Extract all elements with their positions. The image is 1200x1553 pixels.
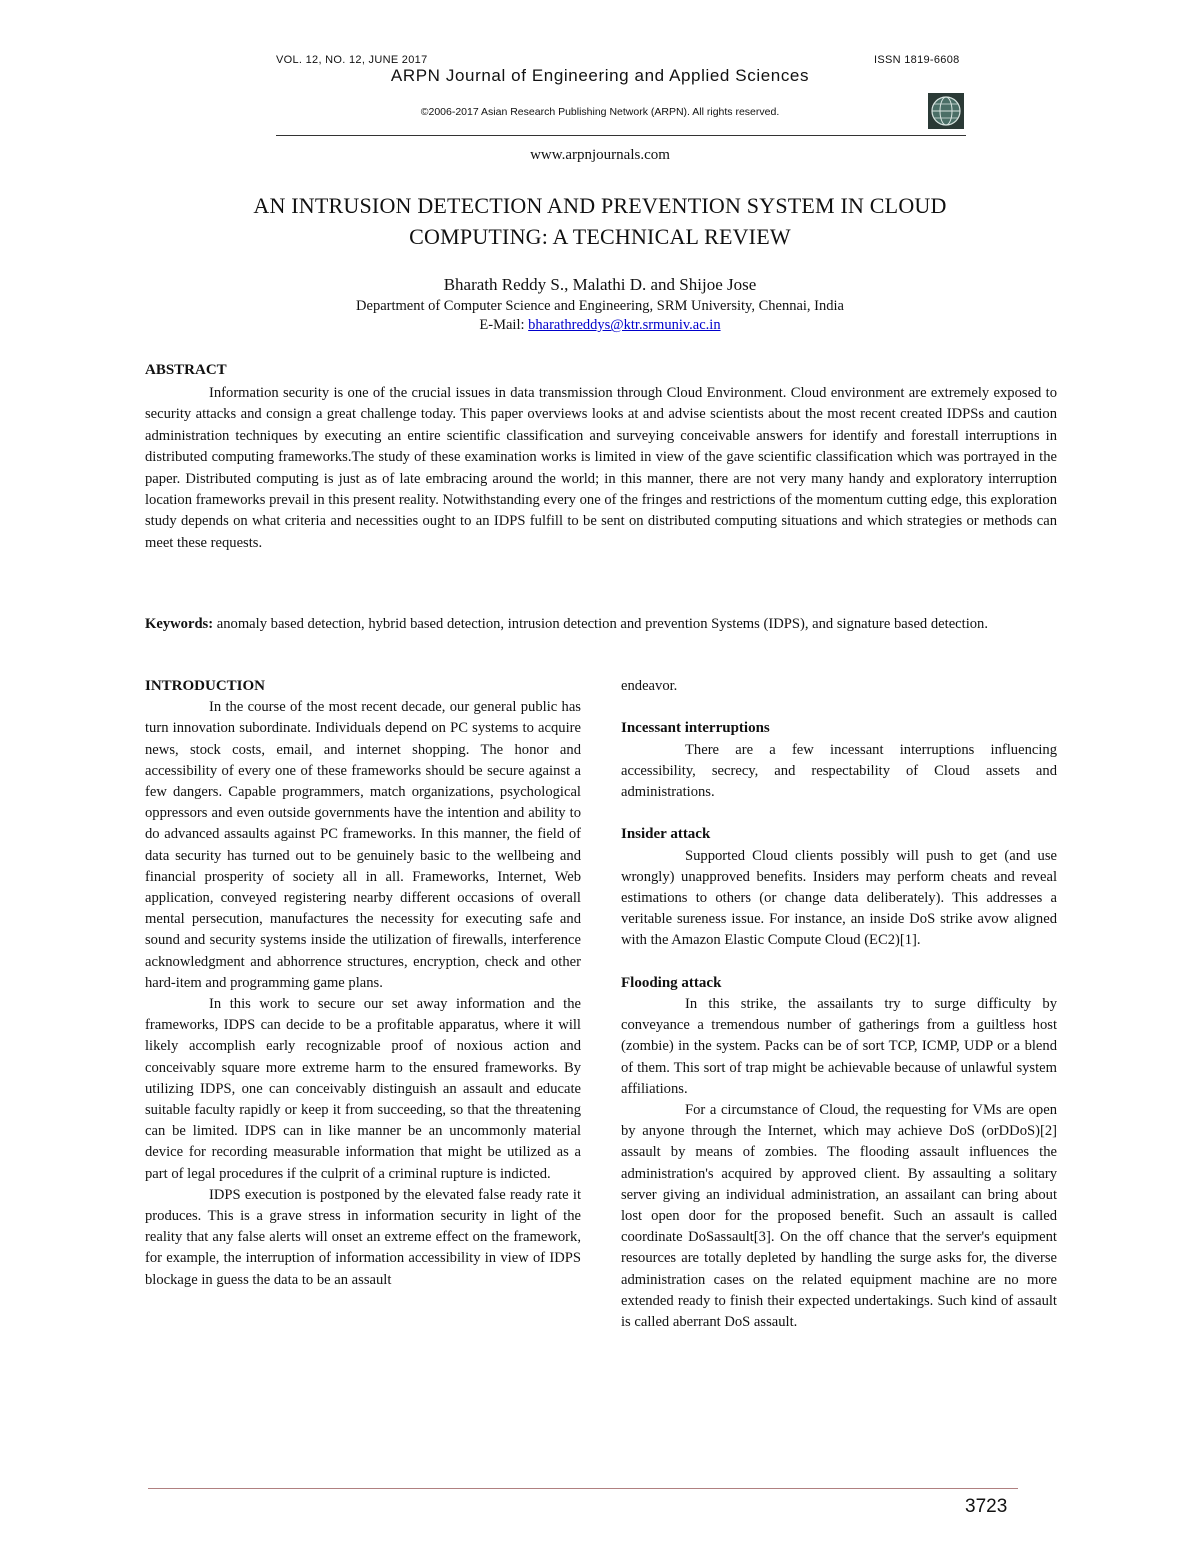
journal-url[interactable]: www.arpnjournals.com [530, 147, 670, 163]
incessant-heading: Incessant interruptions [621, 720, 770, 737]
journal-name: ARPN Journal of Engineering and Applied Sciences [390, 66, 810, 85]
paper-title [100, 190, 1100, 252]
intro-paragraph-1: In the course of the most recent decade, our general public has turn innovation subordinate. Individuals depend on PC systems to acquire news, stock costs, email, and internet shopping. The honor and accessibility of every one of these frameworks should be secure against a few dangers. Capable programmers, match organizations, psychological oppressors and even outside governments have the intention and ability to do advanced assaults against PC frameworks. In this manner, the field of data security has turned out to be genuinely basic to the wellbeing and financial prosperity of society all in all. Frameworks, Internet, Web application, conveyed registering nearby different occasions of overall mental persecution, manufactures the necessity for executing safe and sound and security systems inside the utilization of firewalls, interference acknowledgment and abhorrence structures, encryption, check and other hard-item and programming game plans. [145, 699, 581, 991]
insider-heading: Insider attack [621, 826, 711, 843]
abstract-body: Information security is one of the crucial issues in data transmission through Cloud Environment. Cloud environment are extremely exposed to security attacks and consign a great challenge today. This paper overviews looks at and advise scientists about the most recent created IDPSs and caution administration techniques by executing an entire scientific classification and surveying conceivable answers for identify and forestall interruptions in distributed computing frameworks.The study of these examination works is limited in view of the gave scientific classification which was portrayed in the paper. Distributed computing is just as of late embracing around the world; in this manner, there are not very many handy and exploratory interruption location frameworks prevail in this present reality. Notwithstanding every one of the fringes and restrictions of the momentum cutting edge, this exploration study depends on what criteria and necessities ought to an IDPS fulfill to be sent on distributed computing situations and which strategies or methods can meet these requests. [145, 385, 1057, 551]
intro-paragraph-3: IDPS execution is postponed by the elevated false ready rate it produces. This is a grave stress in information security in light of the reality that any false alerts will onset an extreme effect on the framework, for example, the interruption of information accessibility in view of IDPS blockage in guess the data to be an assault [145, 1186, 581, 1288]
intro-paragraph-3-continued: endeavor. [621, 678, 678, 694]
issn-info: ISSN 1819-6608 [874, 54, 960, 66]
intro-paragraph-2: In this work to secure our set away information and the frameworks, IDPS can decide to be a profitable apparatus, where it will likely accomplish early recognizable proof of noxious action and conceivably square more extreme harm to the ensured frameworks. By utilizing IDPS, one can conceivably distinguish an assault and educate suitable faculty rapidly or keep it from succeeding, so that the threatening can be limited. IDPS can in like manner be an uncommonly material device for recording measurable information that might be utilized as a part of legal procedures if the culprit of a criminal rupture is indicted. [145, 996, 581, 1182]
copyright-notice: ©2006-2017 Asian Research Publishing Network (ARPN). All rights reserved. [420, 106, 780, 118]
footer-rule [148, 1488, 1018, 1489]
email-line [0, 317, 1200, 334]
keywords-label: Keywords: [145, 616, 214, 632]
header-rule [276, 135, 966, 136]
email-link[interactable]: bharathreddys@ktr.srmuniv.ac.in [528, 317, 721, 333]
keywords-text: anomaly based detection, hybrid based detection, intrusion detection and prevention Systems (IDPS), and signature based detection. [213, 616, 989, 632]
keywords [145, 614, 1057, 635]
volume-info: VOL. 12, NO. 12, JUNE 2017 [276, 54, 428, 66]
flooding-heading: Flooding attack [621, 974, 722, 991]
title-line-1: AN INTRUSION DETECTION AND PREVENTION SYSTEM IN CLOUD [253, 193, 947, 218]
abstract-heading: ABSTRACT [145, 362, 227, 378]
affiliation: Department of Computer Science and Engineering, SRM University, Chennai, India [356, 298, 844, 314]
flooding-paragraph-2: For a circumstance of Cloud, the requesting for VMs are open by anyone through the Internet, which may achieve DoS (orDDoS)[2] assault by means of zombies. The flooding assault influences the administration's acquired by approved client. By assaulting a solitary server giving an individual administration, an assailant can bring about lost open door for the proposed benefit. Such an assault is called coordinate DoSassault[3]. On the off chance that the server's equipment resources are totally depleted by handling the surge asks for, the diverse administration cases on the related equipment machine are no more extended ready to finish their expected undertakings. Such kind of assault is called aberrant DoS assault. [621, 1102, 1057, 1331]
incessant-paragraph: There are a few incessant interruptions influencing accessibility, secrecy, and respectability of Cloud assets and administrations. [621, 741, 1057, 800]
email-label: E-Mail: [479, 317, 529, 333]
page-number: 3723 [965, 1496, 1008, 1517]
left-column [145, 676, 581, 1291]
introduction-heading: INTRODUCTION [145, 678, 266, 694]
globe-logo-icon [928, 93, 964, 129]
right-column [621, 676, 1057, 1333]
flooding-paragraph-1: In this strike, the assailants try to surge difficulty by conveyance a tremendous number of gatherings from a guiltless host (zombie) in the system. Packs can be of sort TCP, ICMP, UDP or a blend of them. This sort of trap might be achievable because of unlawful system affiliations. [621, 996, 1057, 1097]
authors: Bharath Reddy S., Malathi D. and Shijoe Jose [443, 275, 757, 294]
title-line-2: COMPUTING: A TECHNICAL REVIEW [409, 224, 791, 249]
insider-paragraph: Supported Cloud clients possibly will push to get (and use wrongly) unapproved benefits. Insiders may perform cheats and reveal estimations to others (or change data deliberately). This addresses a veritable sureness issue. For instance, an inside DoS strike avow aligned with the Amazon Elastic Compute Cloud (EC2)[1]. [621, 847, 1057, 949]
